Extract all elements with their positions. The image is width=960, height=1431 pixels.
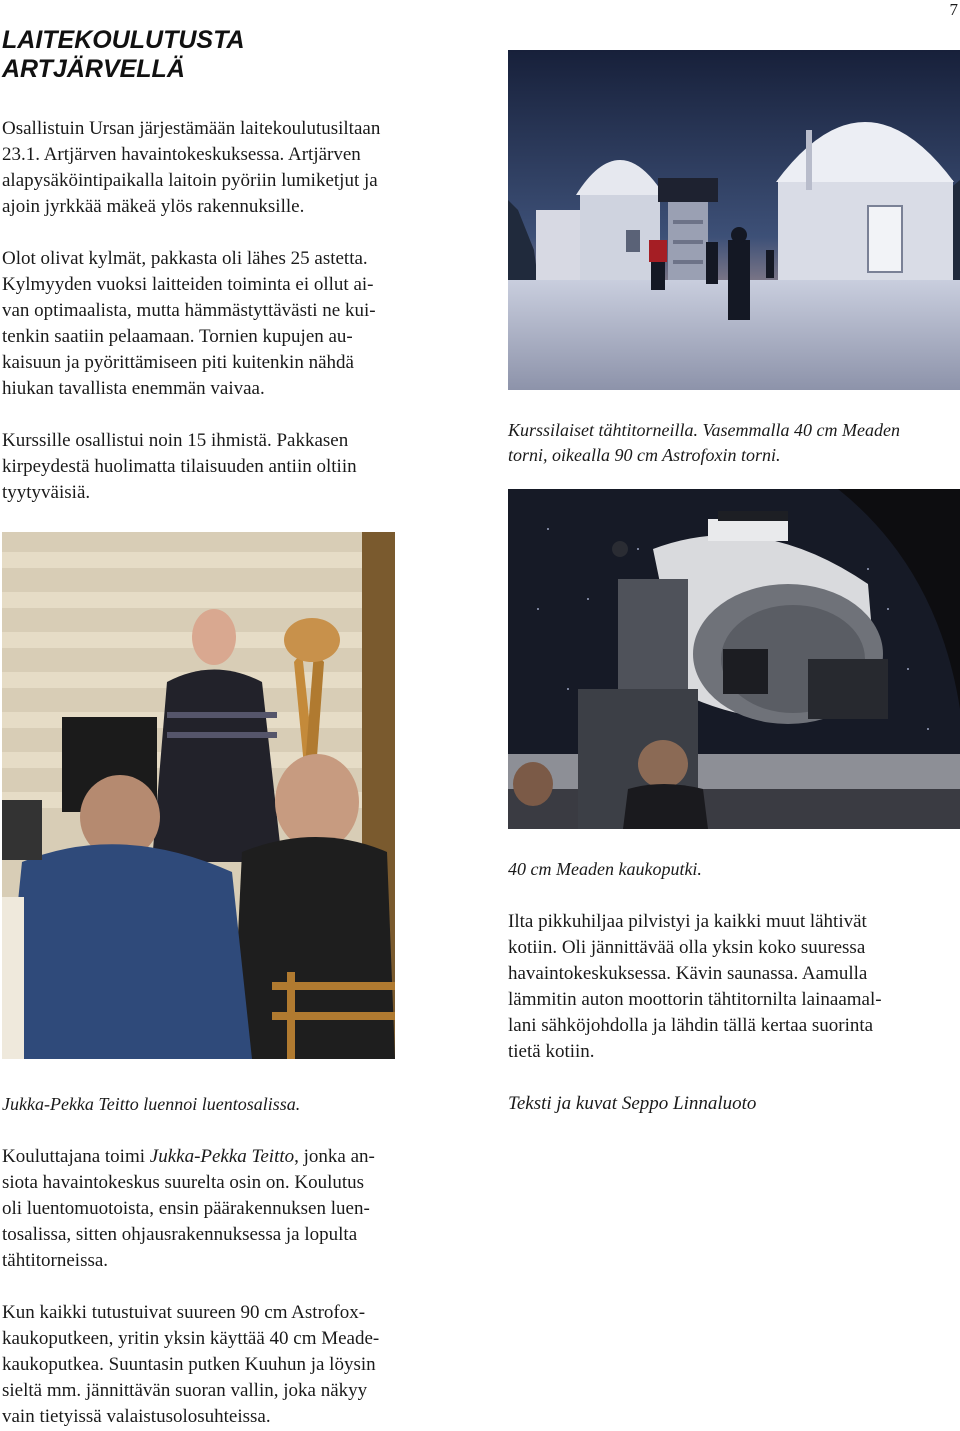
text-line: kotiin. Oli jännittävää olla yksin koko suuressa [508,937,866,958]
text-line: ajoin jyrkkää mäkeä ylös rakennuksille. [2,196,305,217]
credit-text: Teksti ja kuvat Seppo Linnaluoto [508,1093,757,1114]
caption-text: Kurssilaiset tähtitorneilla. Vasemmalla 40 cm Meaden [508,420,900,440]
text-line: hiukan tavallista enemmän vaivaa. [2,378,265,399]
telescope-image [508,489,960,829]
caption-text: torni, oikealla 90 cm Astrofoxin torni. [508,445,781,465]
paragraph-evening [508,909,882,1065]
paragraph-trainer [2,1144,375,1274]
trainer-name: Jukka-Pekka Teitto [149,1146,295,1167]
text-line: Osallistuin Ursan järjestämään laitekoulutusiltaan [2,118,381,139]
text-line: Ilta pikkuhiljaa pilvistyi ja kaikki muut lähtivät [508,911,867,932]
text-line: 23.1. Artjärven havaintokeskuksessa. Artjärven [2,144,361,165]
text-line: kaukoputkea. Suuntasin putken Kuuhun ja löysin [2,1354,376,1375]
lecture-image [2,532,395,1059]
paragraph-participants [2,428,357,506]
title-line-2: ARTJÄRVELLÄ [2,55,185,83]
text-line: Olot olivat kylmät, pakkasta oli lähes 25 astetta. [2,248,368,269]
title-line-1: LAITEKOULUTUSTA [2,26,245,54]
text-fragment: , jonka an- [294,1146,375,1167]
photo-telescope [508,489,960,829]
text-line: Kurssille osallistui noin 15 ihmistä. Pakkasen [2,430,349,451]
author-credit [508,1091,756,1116]
caption-telescope [508,857,702,882]
text-line: tenkin saatiin pelaamaan. Tornien kupujen au- [2,326,353,347]
caption-text: Jukka-Pekka Teitto luennoi luentosalissa. [2,1094,301,1114]
text-line: lani sähköjohdolla ja lähdin tällä kertaa suorinta [508,1015,874,1036]
caption-towers [508,418,900,468]
text-line [2,1144,375,1170]
text-line: kaukoputkeen, yritin yksin käyttää 40 cm Meade- [2,1328,380,1349]
text-line: siota havaintokeskus suurelta osin on. Koulutus [2,1172,365,1193]
towers-image [508,50,960,390]
text-line: tähtitorneissa. [2,1250,109,1271]
text-line: alapysäköintipaikalla laitoin pyöriin lumiketjut ja [2,170,378,191]
text-line: kirpeydestä huolimatta tilaisuuden antiin oltiin [2,456,357,477]
photo-towers [508,50,960,390]
text-line: vain tietyissä valaistusolosuhteissa. [2,1406,271,1427]
paragraph-conditions [2,246,376,402]
text-line: sieltä mm. jännittävän suoran vallin, joka näkyy [2,1380,368,1401]
paragraph-intro [2,116,380,220]
text-line: Kylmyyden vuoksi laitteiden toiminta ei ollut ai- [2,274,374,295]
article-title [2,26,442,84]
text-line: lämmitin auton moottorin tähtitornilta lainaamal- [508,989,882,1010]
text-line: tietä kotiin. [508,1041,595,1062]
caption-lecture [2,1092,300,1117]
caption-text: 40 cm Meaden kaukoputki. [508,859,702,879]
page-number: 7 [949,0,958,19]
text-line: oli luentomuotoista, ensin päärakennuksen luen- [2,1198,370,1219]
paragraph-telescope [2,1300,379,1430]
text-line: havaintokeskuksessa. Kävin saunassa. Aamulla [508,963,868,984]
text-line: van optimaalista, mutta hämmästyttävästi ne kui- [2,300,376,321]
text-fragment: Kouluttajana toimi [2,1146,150,1167]
text-line: tyytyväisiä. [2,482,91,503]
text-line: tosalissa, sitten ohjausrakennuksessa ja lopulta [2,1224,358,1245]
text-line: kaisuun ja pyörittämiseen piti kuitenkin nähdä [2,352,354,373]
text-line: Kun kaikki tutustuivat suureen 90 cm Astrofox- [2,1302,366,1323]
photo-lecture [2,532,395,1059]
